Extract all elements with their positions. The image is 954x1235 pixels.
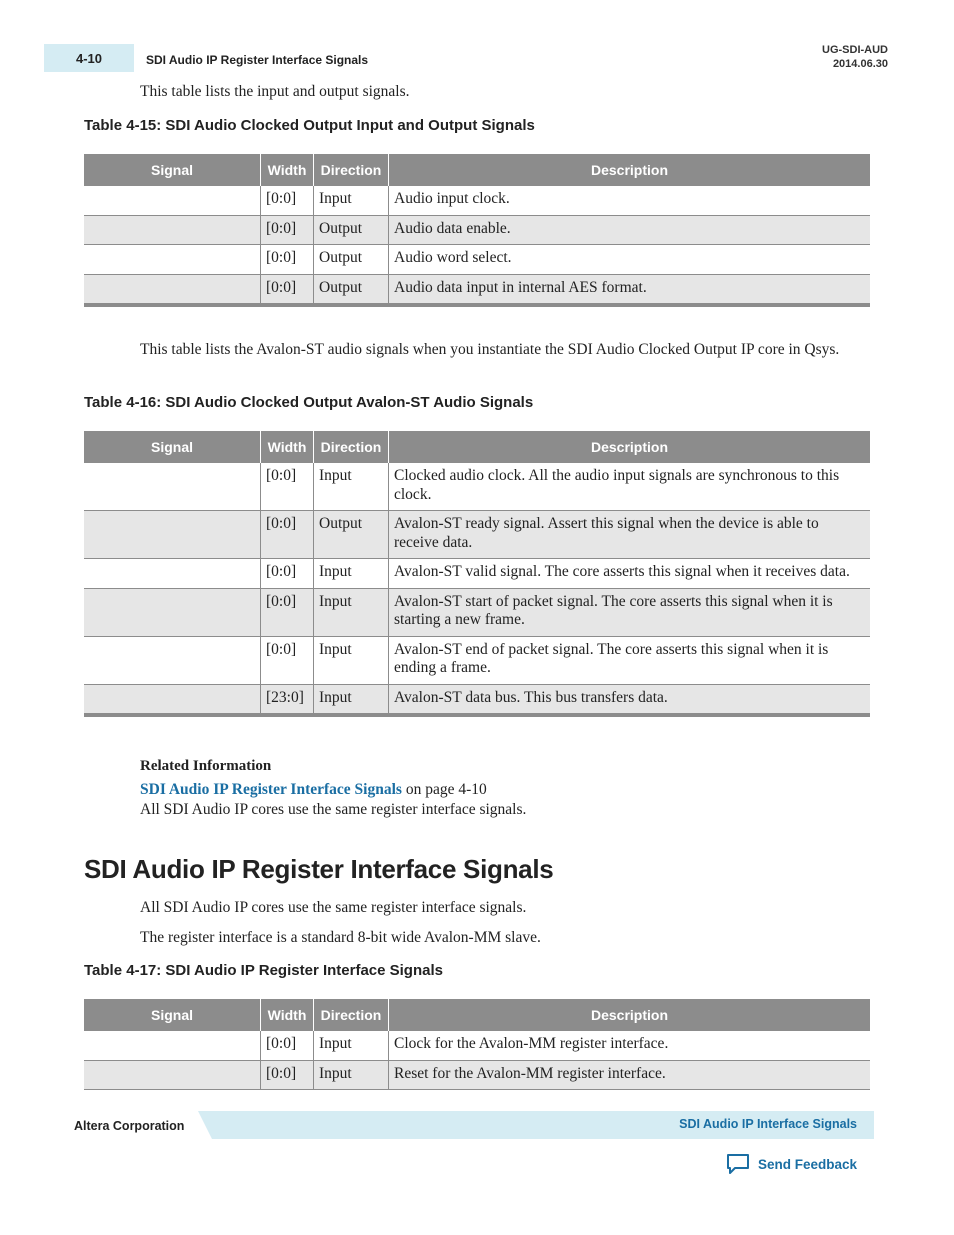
cell-width: [0:0] bbox=[261, 186, 314, 215]
cell-width: [0:0] bbox=[261, 215, 314, 245]
running-header-title: SDI Audio IP Register Interface Signals bbox=[146, 53, 369, 67]
cell-signal bbox=[84, 245, 261, 275]
footer-chapter-title: SDI Audio IP Interface Signals bbox=[679, 1117, 857, 1131]
section-paragraph-2: The register interface is a standard 8-bit wide Avalon-MM slave. bbox=[140, 929, 541, 946]
related-link[interactable]: SDI Audio IP Register Interface Signals bbox=[140, 781, 402, 798]
table-row bbox=[84, 559, 870, 589]
cell-description: Avalon-ST end of packet signal. The core asserts this signal when it is ending a frame. bbox=[389, 636, 871, 684]
cell-width: [0:0] bbox=[261, 274, 314, 305]
table-row bbox=[84, 245, 870, 275]
cell-width: [0:0] bbox=[261, 1060, 314, 1090]
cell-signal bbox=[84, 463, 261, 511]
intro-paragraph-2: This table lists the Avalon-ST audio signals when you instantiate the SDI Audio Clocked Output IP core in Qsys. bbox=[140, 341, 840, 358]
cell-description: Clocked audio clock. All the audio input signals are synchronous to this clock. bbox=[389, 463, 871, 511]
cell-direction: Output bbox=[314, 245, 389, 275]
cell-description: Audio data input in internal AES format. bbox=[389, 274, 871, 305]
table-caption-4-15: Table 4-15: SDI Audio Clocked Output Input and Output Signals bbox=[84, 117, 535, 134]
cell-description: Avalon-ST ready signal. Assert this signal when the device is able to receive data. bbox=[389, 511, 871, 559]
table-caption-4-16: Table 4-16: SDI Audio Clocked Output Avalon-ST Audio Signals bbox=[84, 394, 534, 411]
cell-direction: Input bbox=[314, 463, 389, 511]
table-4-16 bbox=[84, 431, 870, 717]
cell-width: [0:0] bbox=[261, 511, 314, 559]
doc-date: 2014.06.30 bbox=[832, 58, 888, 70]
table-row bbox=[84, 636, 870, 684]
table-row bbox=[84, 1031, 870, 1060]
cell-width: [0:0] bbox=[261, 636, 314, 684]
col-header-width: Width bbox=[261, 154, 314, 186]
cell-signal bbox=[84, 684, 261, 715]
section-heading: SDI Audio IP Register Interface Signals bbox=[84, 854, 554, 884]
cell-description: Audio word select. bbox=[389, 245, 871, 275]
cell-description: Audio data enable. bbox=[389, 215, 871, 245]
table-row bbox=[84, 463, 870, 511]
cell-direction: Input bbox=[314, 684, 389, 715]
cell-signal bbox=[84, 559, 261, 589]
cell-width: [0:0] bbox=[261, 559, 314, 589]
related-note: All SDI Audio IP cores use the same register interface signals. bbox=[140, 801, 527, 818]
page-number: 4-10 bbox=[76, 51, 103, 66]
table-4-15 bbox=[84, 154, 870, 307]
cell-signal bbox=[84, 186, 261, 215]
cell-description: Avalon-ST valid signal. The core asserts this signal when it receives data. bbox=[389, 559, 871, 589]
cell-width: [0:0] bbox=[261, 245, 314, 275]
related-information-heading: Related Information bbox=[140, 758, 272, 774]
col-header-width: Width bbox=[261, 999, 314, 1031]
send-feedback-link[interactable] bbox=[726, 1153, 857, 1175]
table-caption-4-17: Table 4-17: SDI Audio IP Register Interface Signals bbox=[84, 962, 443, 979]
footer-company: Altera Corporation bbox=[74, 1119, 185, 1133]
table-row bbox=[84, 274, 870, 305]
table-row bbox=[84, 215, 870, 245]
related-link-suffix: on page 4-10 bbox=[401, 781, 487, 798]
doc-id: UG-SDI-AUD bbox=[822, 44, 888, 56]
col-header-description: Description bbox=[389, 154, 871, 186]
col-header-direction: Direction bbox=[314, 999, 389, 1031]
cell-direction: Input bbox=[314, 588, 389, 636]
cell-signal bbox=[84, 215, 261, 245]
cell-signal bbox=[84, 588, 261, 636]
col-header-width: Width bbox=[261, 431, 314, 463]
cell-direction: Input bbox=[314, 559, 389, 589]
col-header-signal: Signal bbox=[84, 999, 261, 1031]
cell-width: [0:0] bbox=[261, 463, 314, 511]
cell-description: Avalon-ST start of packet signal. The core asserts this signal when it is starting a new frame. bbox=[389, 588, 871, 636]
col-header-direction: Direction bbox=[314, 431, 389, 463]
cell-signal bbox=[84, 274, 261, 305]
col-header-direction: Direction bbox=[314, 154, 389, 186]
cell-signal bbox=[84, 636, 261, 684]
table-row bbox=[84, 1060, 870, 1090]
related-link-line bbox=[140, 780, 487, 799]
cell-direction: Input bbox=[314, 1031, 389, 1060]
cell-width: [0:0] bbox=[261, 1031, 314, 1060]
cell-direction: Output bbox=[314, 215, 389, 245]
cell-width: [23:0] bbox=[261, 684, 314, 715]
intro-paragraph-1: This table lists the input and output signals. bbox=[140, 83, 410, 100]
cell-direction: Output bbox=[314, 511, 389, 559]
col-header-description: Description bbox=[389, 999, 871, 1031]
table-4-17 bbox=[84, 999, 870, 1090]
cell-signal bbox=[84, 1060, 261, 1090]
cell-signal bbox=[84, 511, 261, 559]
cell-direction: Input bbox=[314, 186, 389, 215]
speech-bubble-icon bbox=[726, 1153, 750, 1175]
cell-width: [0:0] bbox=[261, 588, 314, 636]
col-header-description: Description bbox=[389, 431, 871, 463]
cell-direction: Input bbox=[314, 636, 389, 684]
table-row bbox=[84, 588, 870, 636]
cell-direction: Input bbox=[314, 1060, 389, 1090]
col-header-signal: Signal bbox=[84, 431, 261, 463]
send-feedback-label: Send Feedback bbox=[758, 1156, 858, 1172]
cell-direction: Output bbox=[314, 274, 389, 305]
cell-description: Audio input clock. bbox=[389, 186, 871, 215]
table-row bbox=[84, 511, 870, 559]
cell-description: Reset for the Avalon-MM register interface. bbox=[389, 1060, 871, 1090]
cell-description: Avalon-ST data bus. This bus transfers data. bbox=[389, 684, 871, 715]
table-row bbox=[84, 684, 870, 715]
table-row bbox=[84, 186, 870, 215]
cell-description: Clock for the Avalon-MM register interface. bbox=[389, 1031, 871, 1060]
cell-signal bbox=[84, 1031, 261, 1060]
section-paragraph-1: All SDI Audio IP cores use the same register interface signals. bbox=[140, 899, 527, 916]
col-header-signal: Signal bbox=[84, 154, 261, 186]
document-id bbox=[822, 43, 888, 71]
